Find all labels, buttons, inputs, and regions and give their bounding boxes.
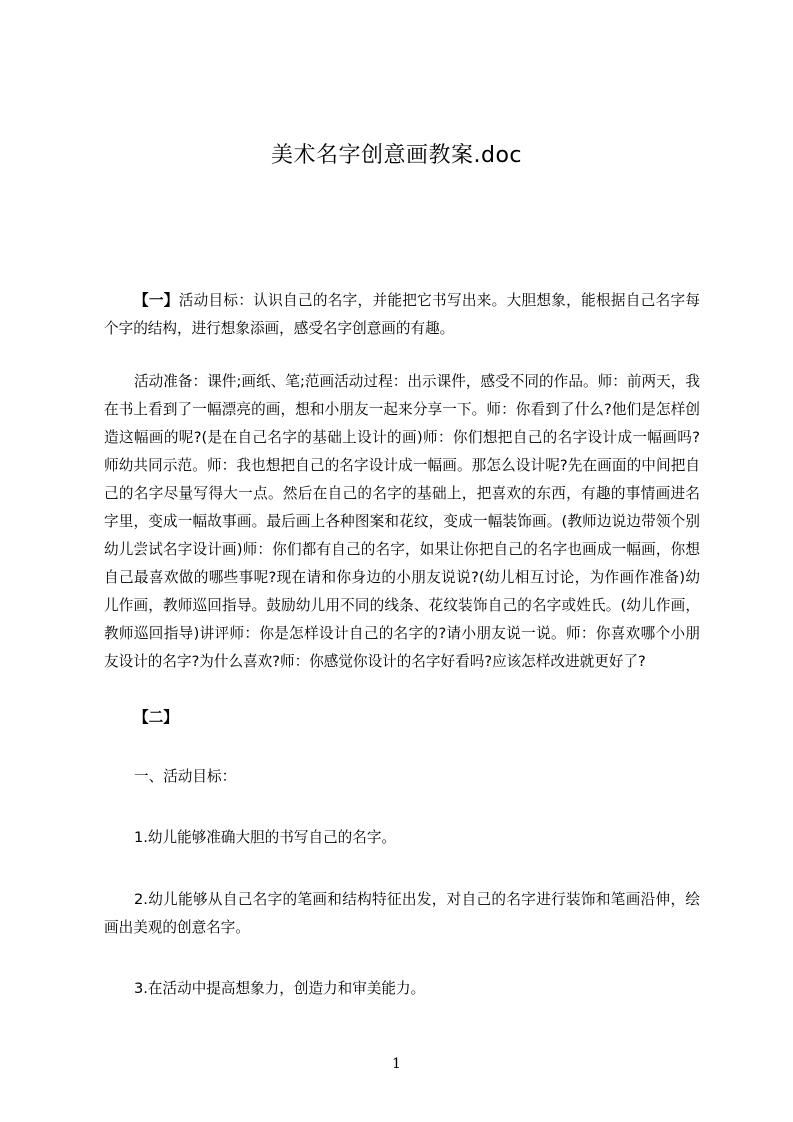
objective-item-1: 1.幼儿能够准确大胆的书写自己的名字。 bbox=[134, 829, 397, 846]
section2-heading: 【二】 bbox=[134, 709, 178, 726]
objective-item-2: 2.幼儿能够从自己名字的笔画和结构特征出发，对自己的名字进行装饰和笔画沿伸，绘画出美观的创意名字。 bbox=[104, 891, 700, 936]
section1-process-paragraph: 活动准备：课件;画纸、笔;范画活动过程：出示课件，感受不同的作品。师：前两天，我在书上看到了一幅漂亮的画，想和小朋友一起来分享一下。师：你看到了什么?他们是怎样创造这幅画的呢?(是在自己名字的基础上设计的画)师：你们想把自己的名字设计成一幅画吗?师幼共同示范。师：我也想把自己的名字设计成一幅画。那怎么设计呢?先在画面的中间把自己的名字尽量写得大一点。然后在自己的名字的基础上，把喜欢的东西，有趣的事情画进名字里，变成一幅故事画。最后画上各种图案和花纹，变成一幅装饰画。(教师边说边带领个别幼儿尝试名字设计画)师：你们都有自己的名字，如果让你把自己的名字也画成一幅画，你想自己最喜欢做的哪些事呢?现在请和你身边的小朋友说说?(幼儿相互讨论，为作画作准备)幼儿作画，教师巡回指导。鼓励幼儿用不同的线条、花纹装饰自己的名字或姓氏。(幼儿作画，教师巡回指导)讲评师：你是怎样设计自己的名字的?请小朋友说一说。师：你喜欢哪个小朋友设计的名字?为什么喜欢?师：你感觉你设计的名字好看吗?应该怎样改进就更好了? bbox=[104, 373, 700, 670]
section1-goal-paragraph bbox=[104, 287, 700, 343]
section2-subheading: 一、活动目标： bbox=[134, 768, 237, 785]
objective-item-3: 3.在活动中提高想象力，创造力和审美能力。 bbox=[134, 980, 426, 997]
document-title: 美术名字创意画教案.doc bbox=[270, 143, 522, 168]
page-number: 1 bbox=[392, 1056, 401, 1072]
section1-heading: 【一】 bbox=[134, 292, 179, 309]
document-body bbox=[104, 287, 700, 1003]
section1-goal-text: 活动目标：认识自己的名字，并能把它书写出来。大胆想象，能根据自己名字每个字的结构，进行想象添画，感受名字创意画的有趣。 bbox=[104, 292, 700, 337]
